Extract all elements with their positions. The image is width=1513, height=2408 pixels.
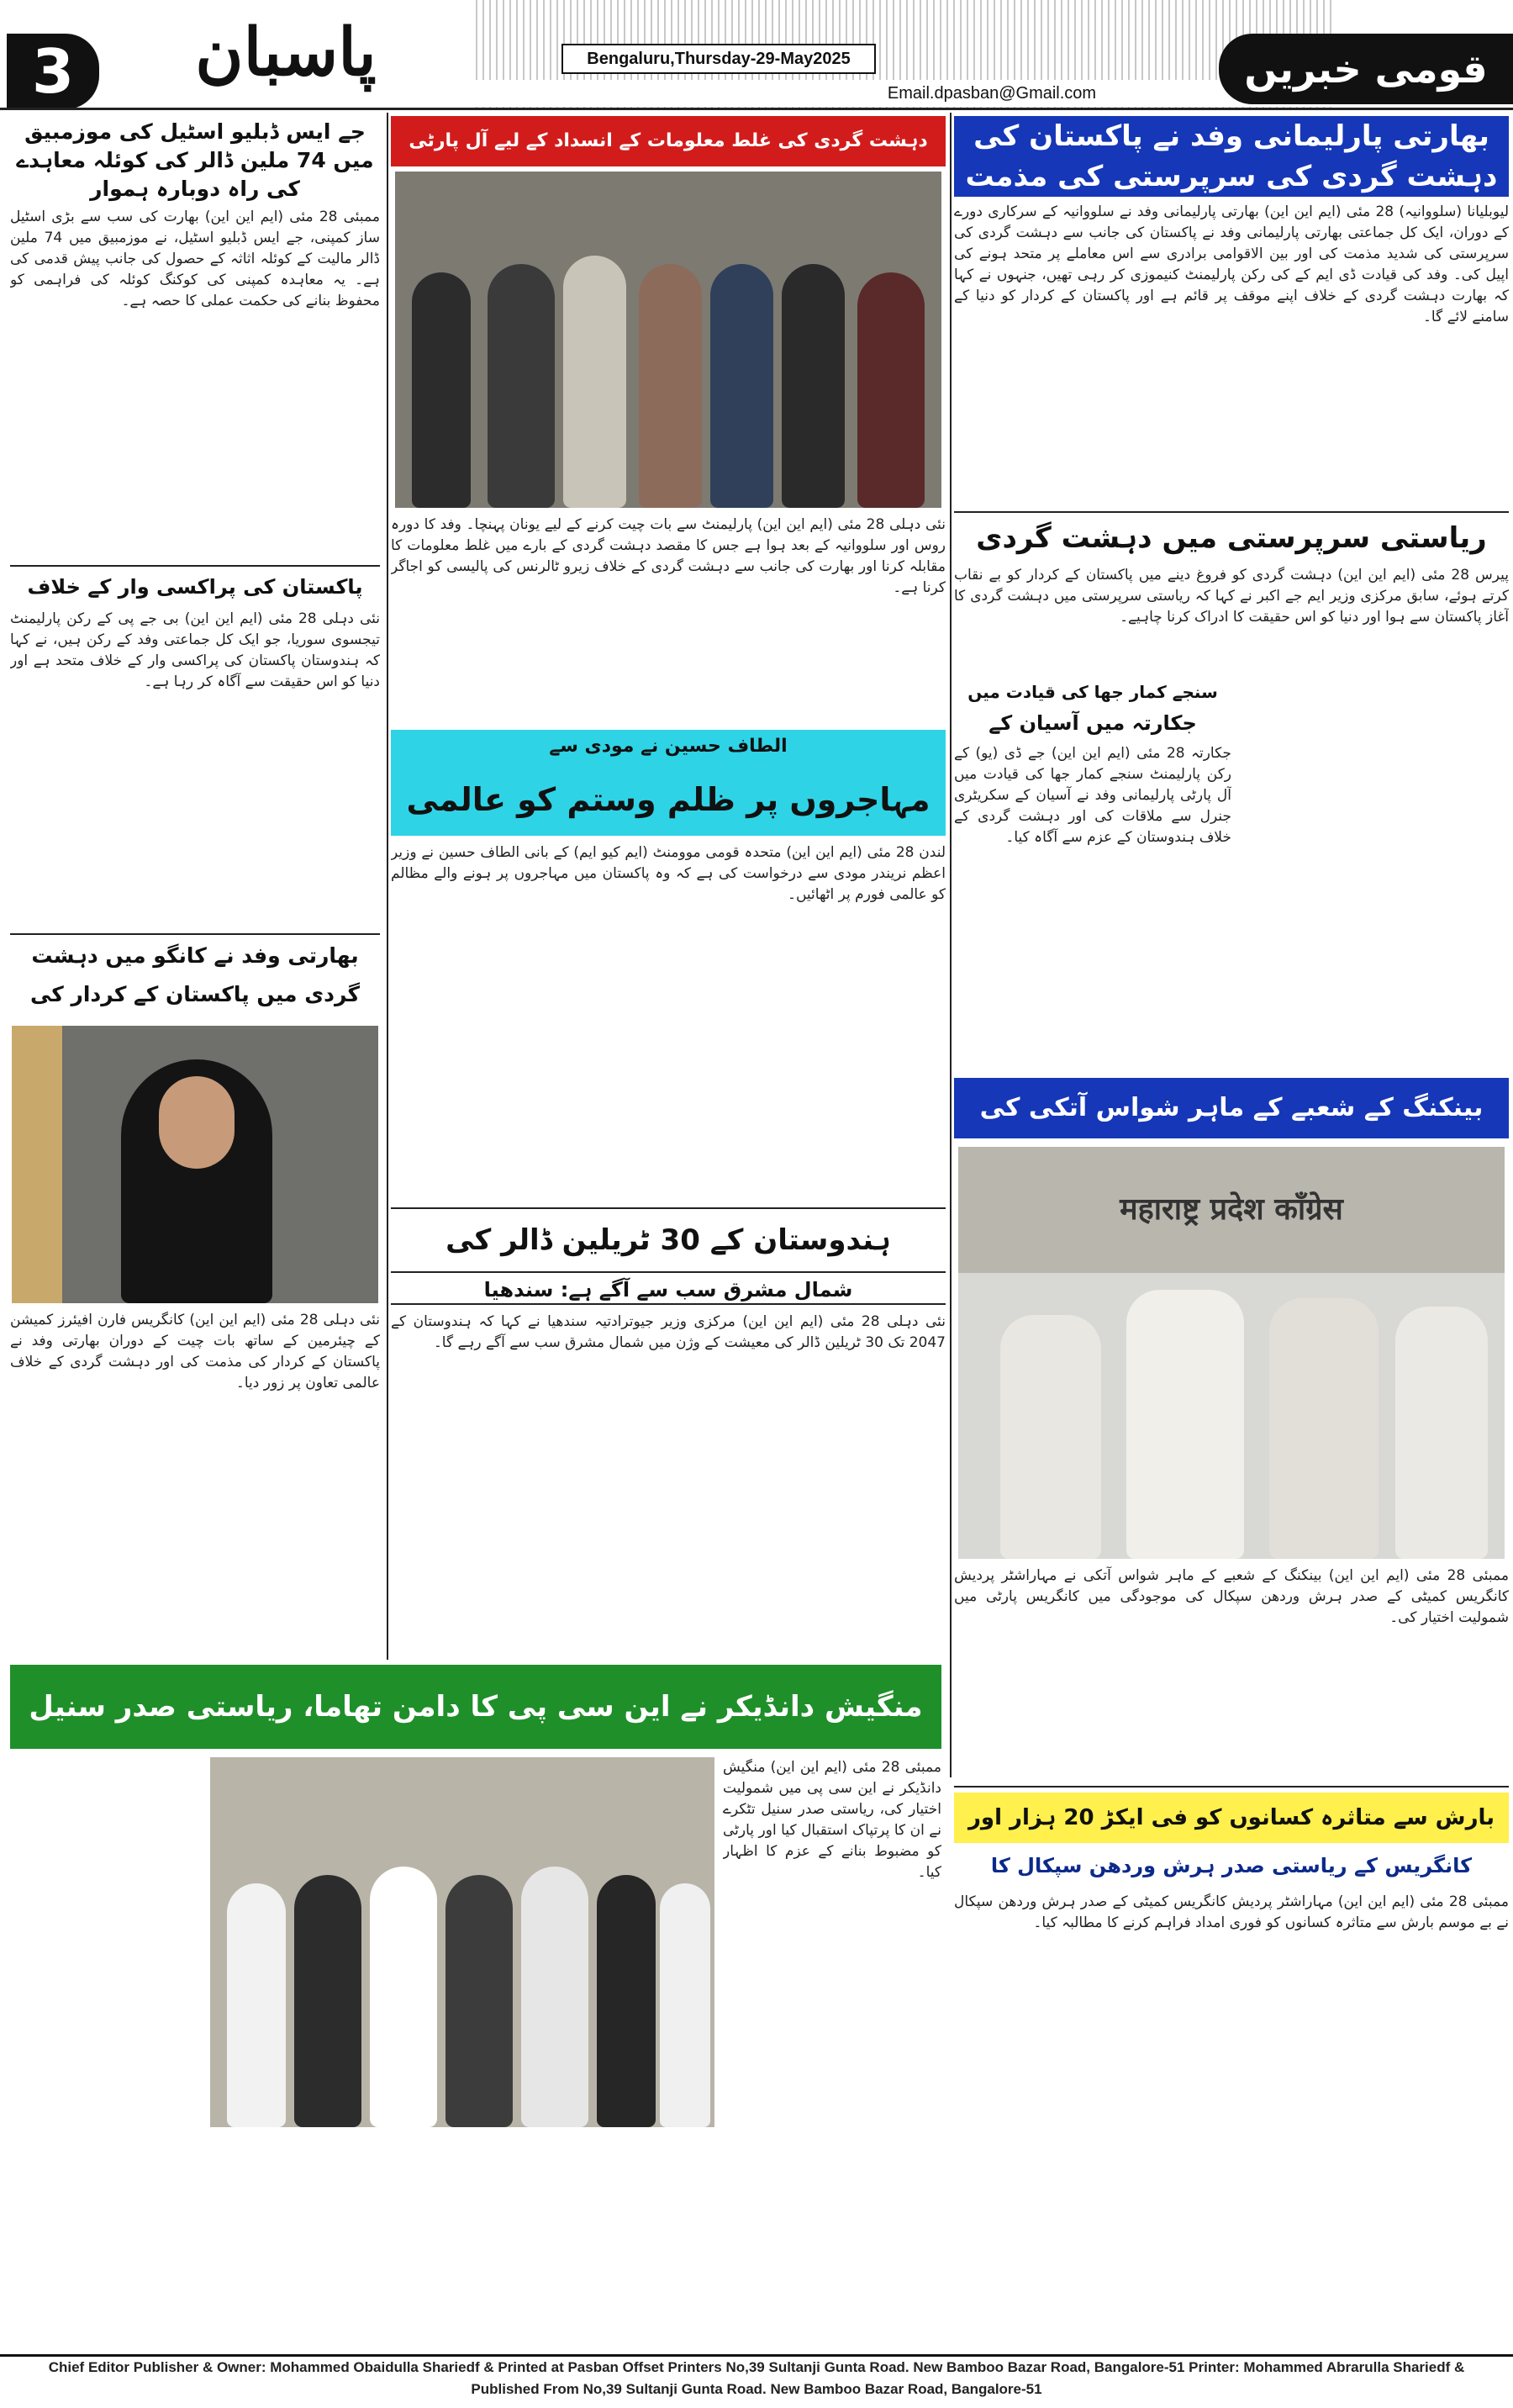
person-figure: [660, 1883, 710, 2127]
headline-a10: ہندوستان کے 30 ٹریلین ڈالر کی: [445, 1223, 891, 1257]
headline-a12: بارش سے متاثرہ کسانوں کو فی ایکڑ 20 ہزار اور: [954, 1793, 1509, 1843]
headline-a11: منگیش دانڈیکر نے این سی پی کا دامن تھاما، ریاستی صدر سنیل: [10, 1665, 941, 1749]
person-figure: [1126, 1290, 1244, 1559]
newspaper-logo: [126, 7, 445, 108]
divider: [954, 1786, 1509, 1788]
person-figure: [370, 1867, 437, 2127]
body-a9: ممبئی 28 مئی (ایم این این) بینکنگ کے شعبے کے ماہر شواس آتکی نے مہاراشٹر پردیش کانگریس کمیٹی کے صدر ہرش وردھن سپکال کی موجودگی میں کانگریس پارٹی میں شمولیت اختیار کی۔: [954, 1567, 1509, 1626]
body-a3: ممبئی 28 مئی (ایم این این) بھارت کی سب سے بڑی اسٹیل ساز کمپنی، جے ایس ڈبلیو اسٹیل، نے موزمبیق میں 74 ملین ڈالر مالیت کے کوئلہ اثاثہ کے حصول کی جانب پیش قدمی کی ہے۔ یہ معاہدہ کمپنی کی کوکنگ کوئلہ کی فراہمی کو محفوظ بنانے کی حکمت عملی کا حصہ ہے۔: [10, 209, 380, 309]
column-rule: [950, 113, 952, 1777]
divider: [10, 933, 380, 935]
person-figure: [294, 1875, 361, 2127]
divider: [10, 565, 380, 567]
body-a6: پیرس 28 مئی (ایم این این) دہشت گردی کو فروغ دینے میں پاکستان کے کردار کو بے نقاب کرتے ہوئے، سابق مرکزی وزیر ایم جے اکبر نے کہا کہ ریاستی سرپرستی میں دہشت گردی کا آغاز پاکستان سے ہوا اور دنیا کو اس حقیقت کا ادراک کرنا چاہیے۔: [954, 567, 1509, 626]
body-a2: نئی دہلی 28 مئی (ایم این این) پارلیمنٹ سے بات چیت کرنے کے لیے یونان پہنچا۔ وفد کا دورہ روس اور سلووانیہ کے بعد ہوا ہے جس کا مقصد دہشت گردی کے بارے میں غلط معلومات کا مقابلہ کرنا اور بھارت کی جانب سے دہشت گردی کے خلاف زیرو ٹالرنس کی پالیسی کو اجاگر کرنا ہے۔: [391, 516, 946, 596]
page-number: 3: [7, 34, 99, 109]
person-figure: [710, 264, 773, 508]
footer-line-2: Published From No,39 Sultanji Gunta Road. New Bamboo Bazar Road, Bangalore-51: [471, 2381, 1042, 2397]
photo-ncp-event: [210, 1757, 714, 2127]
person-figure: [412, 272, 471, 508]
person-figure: [1395, 1307, 1488, 1559]
divider: [954, 511, 1509, 513]
headline-a9: بینکنگ کے شعبے کے ماہر شواس آتکی کی: [954, 1078, 1509, 1138]
person-figure: [597, 1875, 656, 2127]
section-title: قومی خبریں: [1219, 34, 1513, 104]
person-figure: [1269, 1298, 1379, 1559]
newspaper-name: پاسبان: [195, 14, 377, 91]
person-figure: [639, 264, 702, 508]
footer-line-1: Chief Editor Publisher & Owner: Mohammed Obaidulla Shariedf & Printed at Pasban Offset Printers No,39 Sultanji Gunta Road. New Bamboo Bazar Road, Bangalore-51 Printer: Mohammed Abrarulla Shariedf &: [48, 2359, 1465, 2375]
body-a11-lower: [210, 2136, 714, 2346]
subhead-a12: کانگریس کے ریاستی صدر ہرش وردھن سپکال کا: [990, 1854, 1473, 1877]
subhead-a7: سنجے کمار جھا کی قیادت میں: [967, 682, 1218, 702]
headline-a7: جکارتہ میں آسیان کے: [988, 711, 1197, 735]
body-a7: جکارتہ 28 مئی (ایم این این) جے ڈی (یو) کے رکن پارلیمنٹ سنجے کمار جھا کی قیادت میں آل پارٹی پارلیمانی وفد نے آسیان کے سکریٹری جنرل سے ملاقات کی اور دہشت گردی کے خلاف ہندوستان کے عزم سے آگاہ کیا۔: [954, 745, 1231, 846]
photo-portrait: [12, 1026, 378, 1303]
person-figure: [227, 1883, 286, 2127]
column-rule: [387, 113, 388, 1660]
person-figure: [782, 264, 845, 508]
body-a12: ممبئی 28 مئی (ایم این این) مہاراشٹر پردیش کانگریس کمیٹی کے صدر ہرش وردھن سپکال نے بے موسم بارش سے متاثرہ کسانوں کو فوری امداد فراہم کرنے کا مطالبہ کیا۔: [954, 1893, 1509, 1931]
headline-a3: جے ایس ڈبلیو اسٹیل کی موزمبیق میں 74 ملین ڈالر کی کوئلہ معاہدے کی راہ دوبارہ ہموار: [16, 119, 374, 201]
email[interactable]: Email.dpasban@Gmail.com: [471, 80, 1513, 107]
footer: [0, 2354, 1513, 2408]
person-figure: [488, 264, 555, 508]
dateline: Bengaluru,Thursday-29-May2025: [561, 44, 876, 74]
headline-a5: بھارتی وفد نے کانگو میں دہشت گردی میں پاکستان کے کردار کی: [29, 943, 361, 1006]
person-figure: [563, 256, 626, 508]
body-a4: نئی دہلی 28 مئی (ایم این این) بی جے پی کے رکن پارلیمنٹ تیجسوی سوریا، جو ایک کل جماعتی وفد کے رکن ہیں، نے کہا کہ ہندوستان پاکستان کی پراکسی وار کے خلاف متحد ہے اور دنیا کو اس حقیقت سے آگاہ کر رہا ہے۔: [10, 610, 380, 690]
headline-a2: دہشت گردی کی غلط معلومات کے انسداد کے لیے آل پارٹی: [391, 116, 946, 166]
body-a11-continued: [10, 1757, 202, 2346]
face: [159, 1076, 235, 1169]
body-a10: نئی دہلی 28 مئی (ایم این این) مرکزی وزیر جیوترادتیہ سندھیا نے کہا کہ ہندوستان کے 2047 تک 30 ٹریلین ڈالر کی معیشت کے وژن میں شمال مشرق سب سے آگے رہے گا۔: [391, 1313, 946, 1351]
photo-banner: महाराष्ट्र प्रदेश काँग्रेस: [958, 1147, 1505, 1273]
headline-a6: ریاستی سرپرستی میں دہشت گردی: [976, 521, 1487, 555]
body-a11: ممبئی 28 مئی (ایم این این) منگیش دانڈیکر نے این سی پی میں شمولیت اختیار کی، ریاستی صدر سنیل تٹکرے نے ان کا پرتپاک استقبال کیا اور پارٹی کو مضبوط بنانے کے عزم کا اظہار کیا۔: [723, 1759, 941, 1881]
body-a1: لیوبلیانا (سلووانیہ) 28 مئی (ایم این این) بھارتی پارلیمانی وفد نے سلووانیہ کے سرکاری دورے کے دوران، ایک کل جماعتی بھارتی پارلیمانی وفد نے پاکستان کی جانب سے دہشت گردی کی سرپرستی کی شدید مذمت کی اور بین الاقوامی برادری سے اس معاملے پر متحد ہونے کی اپیل کی۔ وفد کی قیادت ڈی ایم کے کی رکن پارلیمنٹ کنیموزی کر رہی تھیں، جنہوں نے کہا کہ بھارت دہشت گردی کے خلاف اپنے موقف پر قائم ہے اور پاکستان کے کردار کو دنیا کے سامنے لائے گا۔: [954, 203, 1509, 325]
headline-a8: مہاجروں پر ظلم وستم کو عالمی: [391, 763, 946, 836]
person-figure: [445, 1875, 513, 2127]
photo-congress-event: [958, 1147, 1505, 1559]
person-figure: [521, 1867, 588, 2127]
person-figure: [857, 272, 925, 508]
body-a8: لندن 28 مئی (ایم این این) متحدہ قومی موومنٹ (ایم کیو ایم) کے بانی الطاف حسین نے وزیر اعظم نریندر مودی سے درخواست کی ہے کہ وہ پاکستان میں مہاجروں پر ہونے والے مظالم کو عالمی فورم پر اٹھائیں۔: [391, 844, 946, 903]
body-a5: نئی دہلی 28 مئی (ایم این این) کانگریس فارن افیئرز کمیشن کے چیئرمین کے ساتھ بات چیت کے دوران بھارتی وفد نے پاکستان کے کردار کی مذمت کی اور دہشت گردی کے خلاف عالمی تعاون پر زور دیا۔: [10, 1312, 380, 1391]
kicker-a8: الطاف حسین نے مودی سے: [391, 730, 946, 763]
masthead-rule: [0, 108, 1513, 110]
person-figure: [1000, 1315, 1101, 1559]
flag: [12, 1026, 62, 1303]
headline-a4: پاکستان کی پراکسی وار کے خلاف: [27, 575, 363, 599]
photo-greece-delegation: [395, 172, 941, 508]
headline-a1: بھارتی پارلیمانی وفد نے پاکستان کی دہشت گردی کی سرپرستی کی مذمت: [954, 116, 1509, 197]
divider: [391, 1207, 946, 1209]
subhead-a10: شمال مشرق سب سے آگے ہے: سندھیا: [391, 1271, 946, 1305]
